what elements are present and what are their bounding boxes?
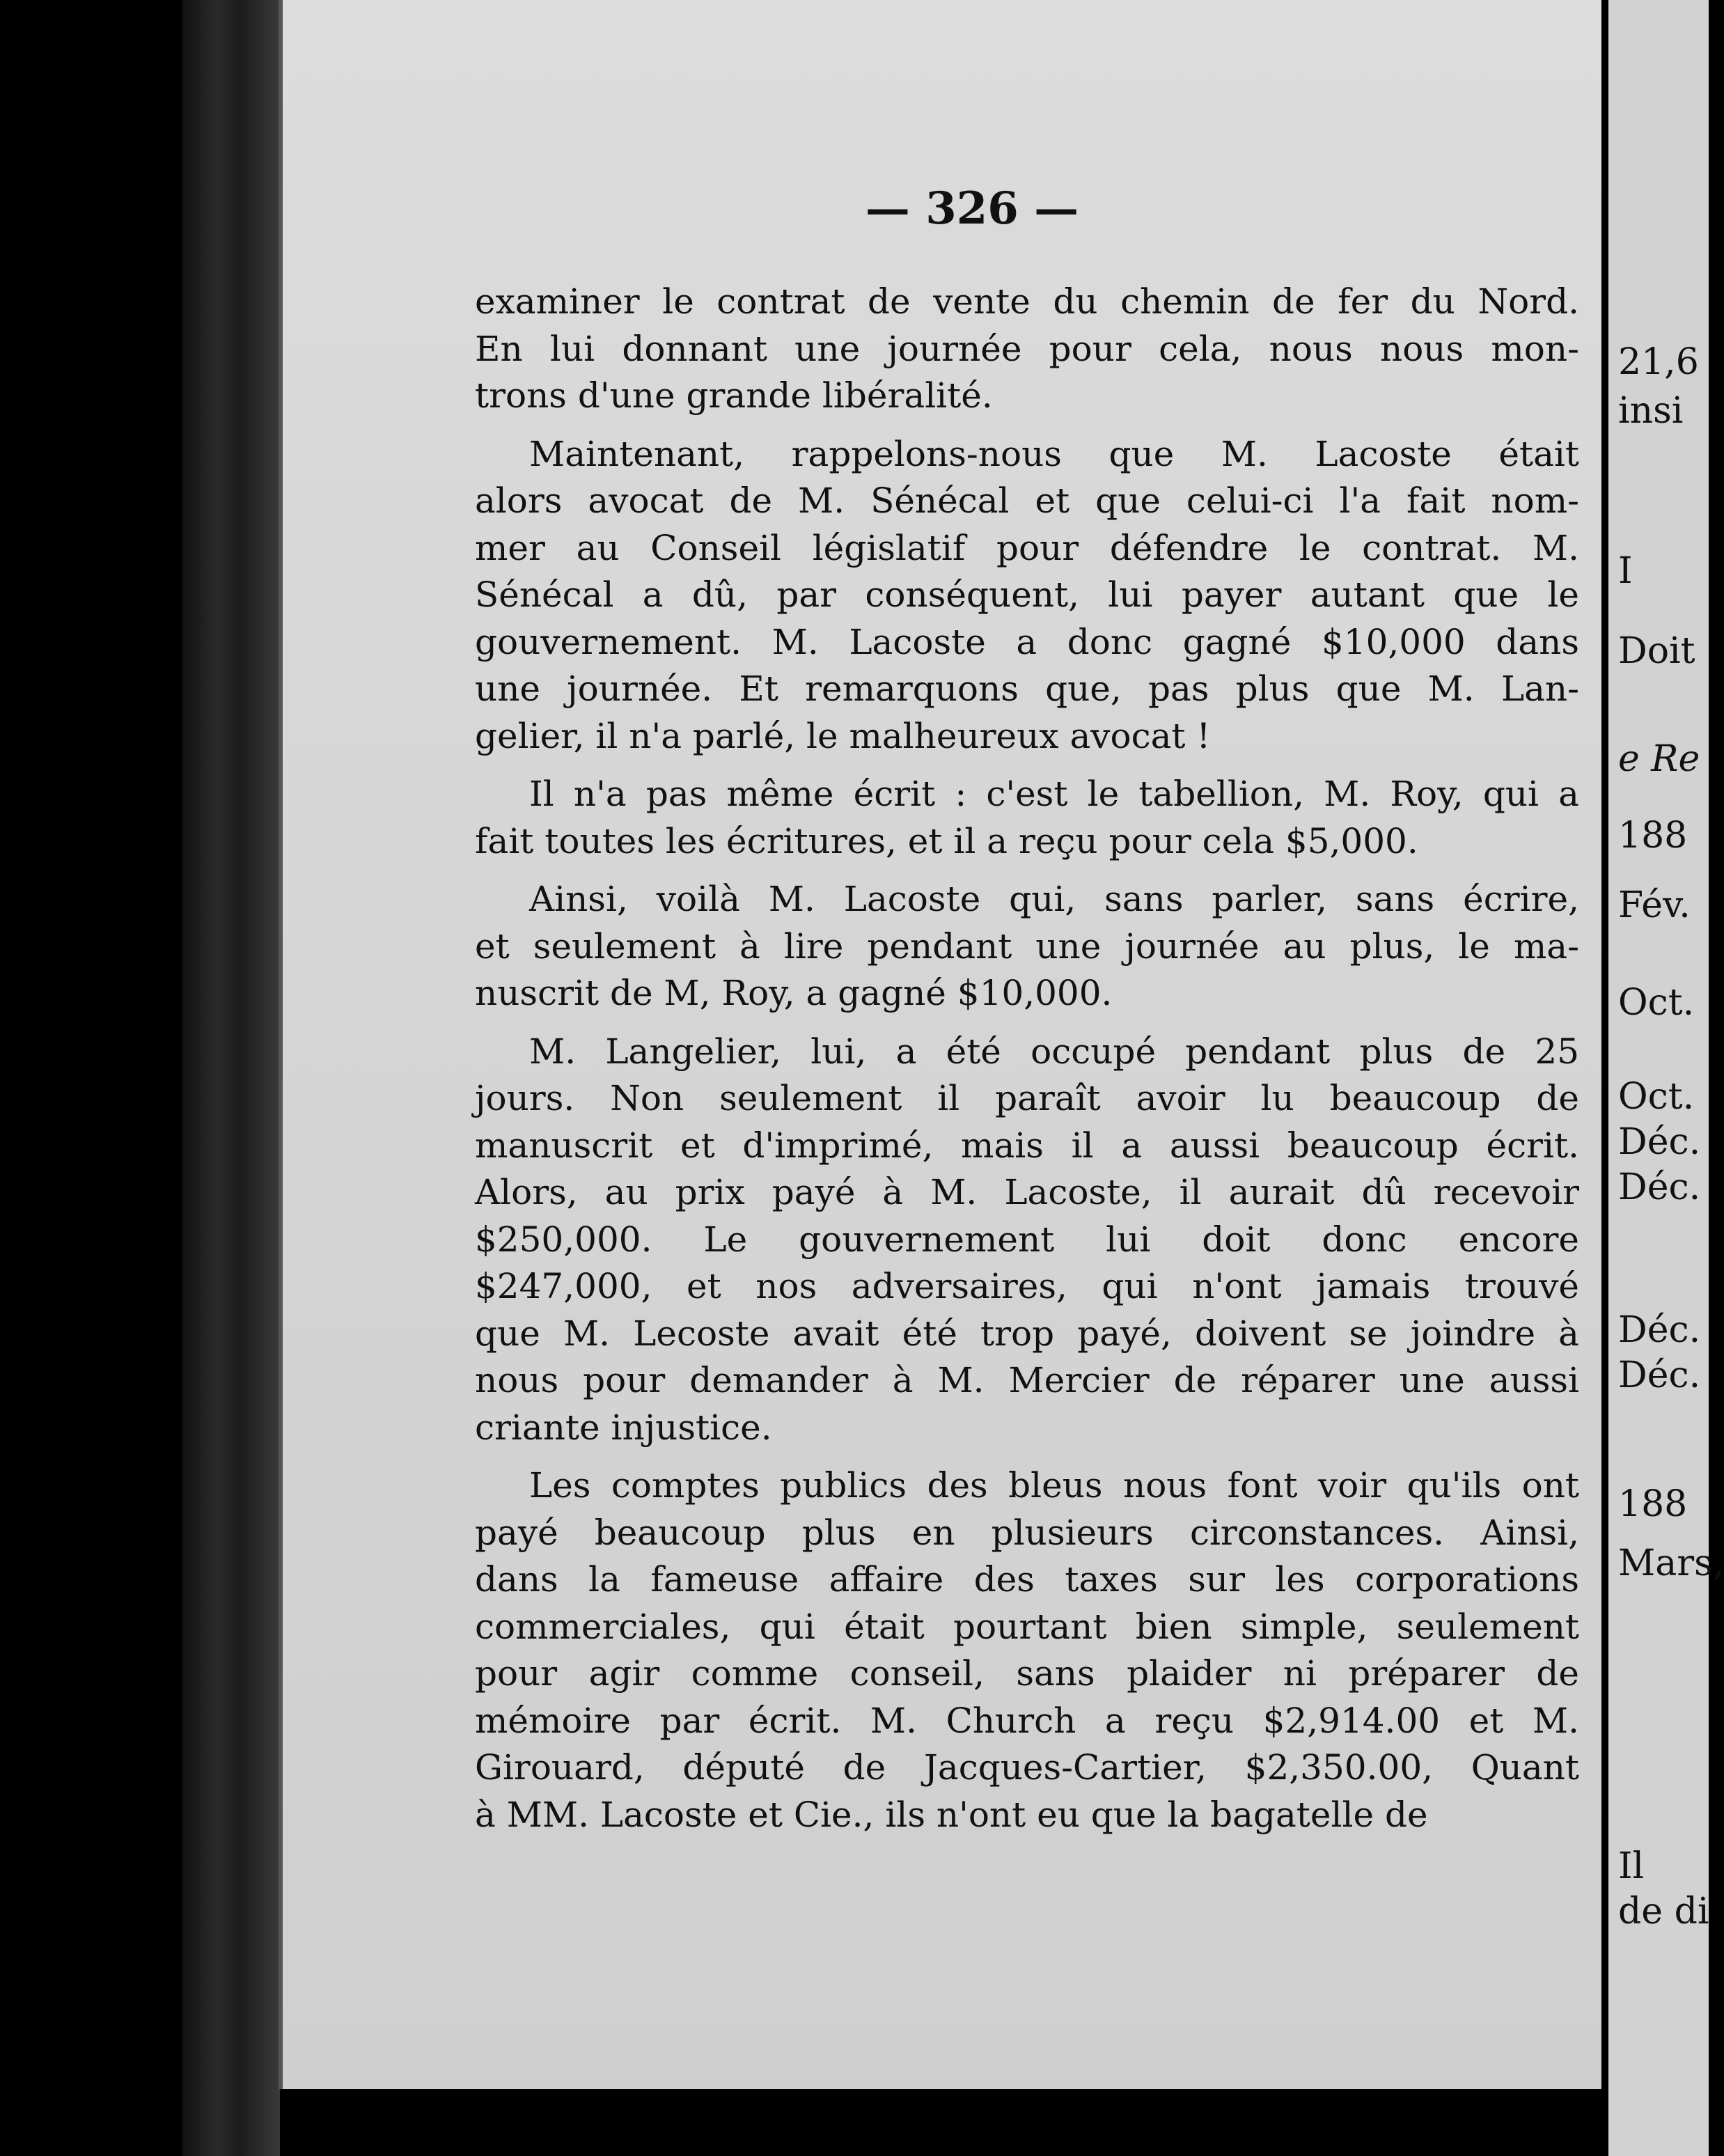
edge-text-fragment: Fév. [1618, 884, 1691, 926]
text-line: criante injustice. [475, 1407, 772, 1448]
edge-text-fragment: Déc. [1618, 1121, 1701, 1163]
text-line: Sénécal a dû, par conséquent, lui payer autant que le [475, 575, 1579, 615]
text-line: trons d'une grande libéralité. [475, 375, 993, 416]
page-number: — 326 — [865, 182, 1079, 235]
edge-text-fragment: Mars, [1618, 1542, 1724, 1584]
edge-text-fragment: 188 [1618, 815, 1688, 857]
text-line: nuscrit de M, Roy, a gagné $10,000. [475, 973, 1113, 1013]
text-line: dans la fameuse affaire des taxes sur les corporations [475, 1559, 1579, 1600]
text-line: jours. Non seulement il paraît avoir lu beaucoup de [475, 1078, 1579, 1118]
text-line: que M. Lecoste avait été trop payé, doivent se joindre à [475, 1313, 1579, 1354]
text-line: nous pour demander à M. Mercier de réparer une aussi [475, 1360, 1579, 1400]
text-line: En lui donnant une journée pour cela, nous nous mon- [475, 328, 1579, 369]
edge-text-fragment: Déc. [1618, 1309, 1701, 1351]
text-line: fait toutes les écritures, et il a reçu pour cela $5,000. [475, 820, 1418, 861]
text-line: Alors, au prix payé à M. Lacoste, il aurait dû recevoir [475, 1172, 1579, 1212]
text-line: commerciales, qui était pourtant bien simple, seulement [475, 1606, 1579, 1647]
edge-text-fragment: 21,6 [1618, 341, 1699, 383]
text-line: payé beaucoup plus en plusieurs circonstances. Ainsi, [475, 1512, 1579, 1553]
edge-text-fragment: insi [1618, 390, 1684, 432]
paragraph [475, 279, 1579, 420]
text-line: gouvernement. M. Lacoste a donc gagné $10,000 dans [475, 621, 1579, 662]
edge-text-fragment: de di [1618, 1891, 1709, 1932]
text-line: mémoire par écrit. M. Church a reçu $2,914.00 et M. [475, 1700, 1579, 1741]
text-line: à MM. Lacoste et Cie., ils n'ont eu que la bagatelle de [475, 1794, 1428, 1835]
text-line: gelier, il n'a parlé, le malheureux avocat ! [475, 715, 1211, 756]
edge-text-fragment: Déc. [1618, 1166, 1701, 1208]
body-text [475, 279, 1579, 1850]
edge-text-fragment: Déc. [1618, 1354, 1701, 1396]
paragraph [475, 771, 1579, 865]
text-line: $250,000. Le gouvernement lui doit donc encore [475, 1219, 1579, 1260]
text-line: et seulement à lire pendant une journée au plus, le ma- [475, 925, 1579, 967]
text-line: pour agir comme conseil, sans plaider ni préparer de [475, 1653, 1579, 1694]
text-line: mer au Conseil législatif pour défendre le contrat. M. [475, 527, 1579, 568]
text-line: Maintenant, rappelons-nous que M. Lacoste était [529, 433, 1579, 474]
edge-text-fragment: e Re [1618, 738, 1700, 780]
text-line: M. Langelier, lui, a été occupé pendant plus de 25 [529, 1031, 1579, 1072]
edge-text-fragment: 188 [1618, 1483, 1688, 1525]
edge-text-fragment: Oct. [1618, 1076, 1695, 1118]
text-line: examiner le contrat de vente du chemin de fer du Nord. [475, 281, 1579, 322]
text-line: Girouard, député de Jacques-Cartier, $2,350.00, Quant [475, 1747, 1579, 1788]
text-line: Ainsi, voilà M. Lacoste qui, sans parler, sans écrire, [529, 879, 1579, 919]
edge-text-fragment: Il [1618, 1845, 1645, 1887]
text-line: manuscrit et d'imprimé, mais il a aussi beaucoup écrit. [475, 1125, 1579, 1166]
edge-text-fragment: Doit [1618, 630, 1695, 672]
paragraph [475, 431, 1579, 760]
text-line: une journée. Et remarquons que, pas plus que M. Lan- [475, 669, 1579, 709]
book-binding [182, 0, 280, 2156]
edge-text-fragment: Oct. [1618, 982, 1695, 1024]
text-line: Les comptes publics des bleus nous font voir qu'ils ont [529, 1465, 1579, 1506]
text-line: $247,000, et nos adversaires, qui n'ont jamais trouvé [475, 1266, 1579, 1306]
adjacent-page-edge [1601, 0, 1724, 2156]
text-line: Il n'a pas même écrit : c'est le tabellion, M. Roy, qui a [529, 774, 1579, 814]
paragraph [475, 876, 1579, 1017]
paragraph [475, 1462, 1579, 1838]
edge-text-fragment: I [1618, 550, 1633, 592]
book-page [279, 0, 1620, 2089]
text-line: alors avocat de M. Sénécal et que celui-ci l'a fait nom- [475, 481, 1579, 521]
paragraph [475, 1029, 1579, 1452]
